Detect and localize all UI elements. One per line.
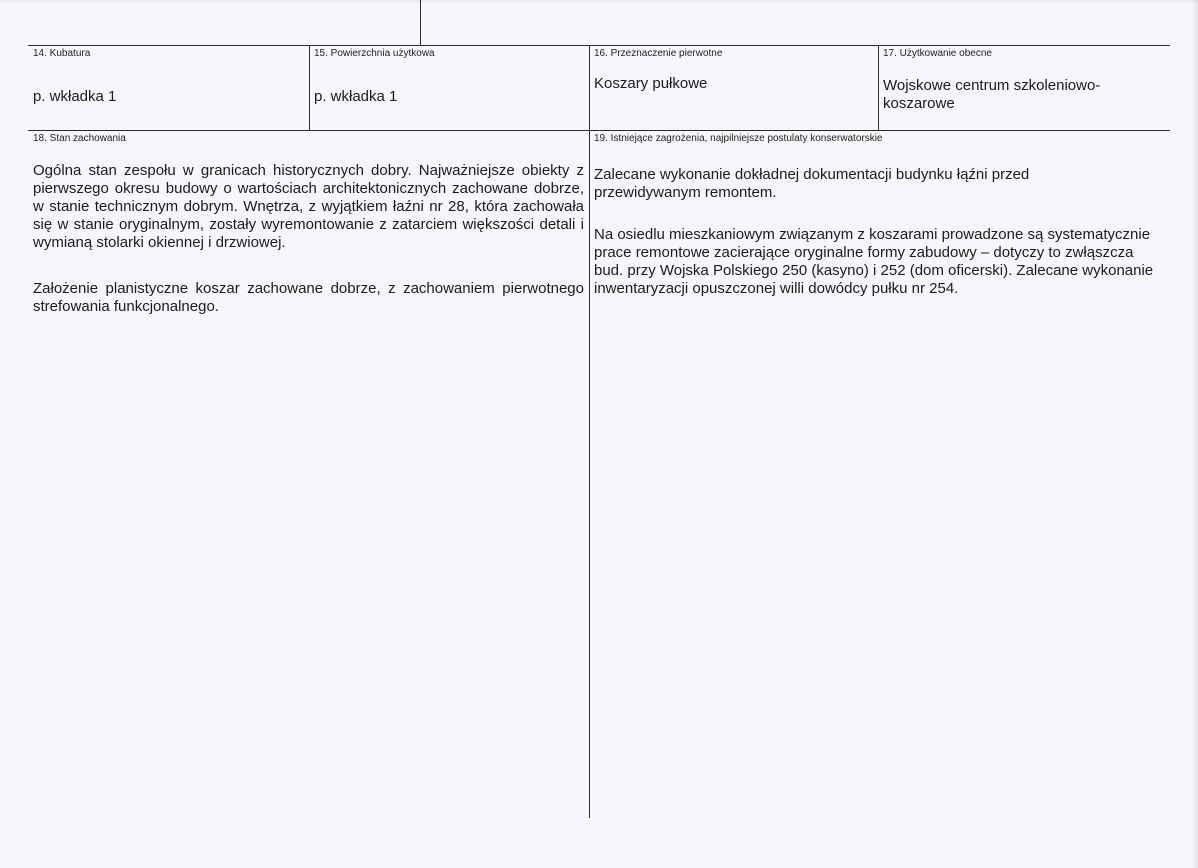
row-top-border [28,45,1170,46]
field-19-label: 19. Istniejące zagrożenia, najpilniejsze postulaty konserwatorskie [594,133,883,144]
field-18-paragraph: Ogólna stan zespołu w granicach historycznych dobry. Najważniejsze obiekty z pierwszego okresu budowy o wartościach architektonicznych zachowane dobrze, w stanie technicznym dobrym. Wnętrza, z wyjątkiem łaźni nr 28, która zachowała się w stanie oryginalnym, zostały wyremontowanie z zatarciem większości detali i wymianą stolarki okiennej i drzwiowej. [33,162,584,251]
col-divider-14-15 [309,45,310,130]
field-15-label: 15. Powierzchnia użytkowa [314,48,435,59]
field-17-label: 17. Użytkowanie obecne [883,48,992,59]
field-19-paragraph: Zalecane wykonanie dokładnej dokumentacji budynku łąźni przed przewidywanym remontem. [594,166,1030,201]
col-divider-main [589,45,590,818]
row-middle-border [28,130,1170,131]
field-16-value: Koszary pułkowe [594,75,708,92]
scan-edge-shadow [1192,0,1198,868]
field-14-label: 14. Kubatura [33,48,91,59]
field-17-value-line1: Wojskowe centrum szkoleniowo- [883,77,1101,94]
field-15-value: p. wkładka 1 [314,88,398,105]
field-16-label: 16. Przeznaczenie pierwotne [594,48,723,59]
col-divider-16-17 [878,45,879,130]
field-14-value: p. wkładka 1 [33,88,117,105]
scan-top-shadow [0,0,1198,4]
field-17-value-line2: koszarowe [883,95,955,112]
top-stub-divider [420,0,421,46]
field-19-paragraph: Na osiedlu mieszkaniowym związanym z koszarami prowadzone są systematycznie prace remontowe zacierające oryginalne formy zabudowy – dotyczy to zwłąszcza bud. przy Wojska Polskiego 250 (kasyno) i 252 (dom oficerski). Zalecane wykonanie inwentaryzacji opuszczonej willi dowódcy pułku nr 254. [594,226,1154,297]
field-18-paragraph: Założenie planistyczne koszar zachowane dobrze, z zachowaniem pierwotnego strefowania funkcjonalnego. [33,280,584,315]
field-18-label: 18. Stan zachowania [33,133,126,144]
